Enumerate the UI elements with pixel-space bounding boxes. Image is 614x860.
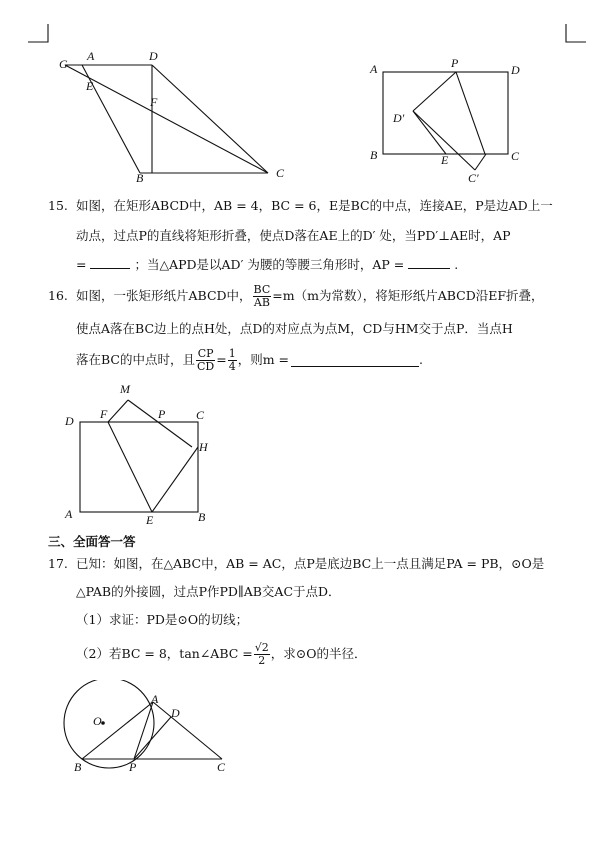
label-O: O	[93, 714, 102, 728]
q16-line-3-rest: ，则m =	[237, 352, 290, 367]
section-heading: 三、全面答一答	[48, 534, 136, 549]
q17-number: 17.	[48, 556, 68, 571]
q16-blank[interactable]	[291, 354, 419, 367]
frac-numerator: 1	[228, 346, 236, 360]
label-P: P	[158, 407, 166, 421]
label-H: H	[199, 440, 208, 454]
label-F: F	[150, 95, 158, 109]
figure-16	[60, 380, 220, 530]
label-F: F	[100, 407, 108, 421]
label-P: P	[451, 56, 459, 70]
label-B: B	[198, 510, 206, 524]
frac-numerator: BC	[253, 282, 271, 296]
label-B: B	[74, 760, 82, 774]
label-C: C	[511, 149, 520, 163]
label-D-prime: D′	[393, 111, 405, 125]
label-M: M	[120, 382, 130, 396]
label-D: D	[511, 63, 520, 77]
q16-fraction-one-quarter	[228, 348, 237, 373]
label-A: A	[87, 49, 95, 63]
label-A: A	[370, 62, 378, 76]
label-E: E	[441, 153, 449, 167]
label-G: G	[59, 57, 68, 71]
q17-part-1: （1）求证：PD是⊙O的切线；	[76, 612, 249, 627]
q16-period: .	[419, 352, 424, 367]
q16-line-3	[76, 344, 423, 376]
figure-14-left	[55, 45, 295, 190]
figure-14-right	[365, 55, 535, 190]
label-B: B	[370, 148, 378, 162]
q16-equals: =	[216, 352, 227, 367]
q15-eq: =	[76, 257, 87, 272]
q17-fraction-sqrt2-over-2	[254, 642, 270, 667]
label-C: C	[196, 408, 205, 422]
q16-line-1-text: 如图，一张矩形纸片ABCD中，	[76, 288, 252, 303]
q16-fraction-bc-ab	[253, 284, 272, 309]
q16-fraction-cp-cd	[196, 348, 215, 373]
q15-line-3-text: ；当△APD是以AD′ 为腰的等腰三角形时，AP =	[134, 257, 405, 272]
label-D: D	[65, 414, 74, 428]
q17-part-2-rest: ，求⊙O的半径．	[270, 646, 367, 661]
figure-17	[55, 680, 235, 780]
q15-blank-2[interactable]	[408, 256, 450, 269]
q15-number: 15.	[48, 198, 68, 213]
label-A: A	[65, 507, 73, 521]
frac-denominator: CD	[196, 359, 215, 373]
q15-line-1: 如图，在矩形ABCD中，AB = 4，BC = 6，E是BC的中点，连接AE，P是边AD上一	[76, 198, 553, 213]
q15-blank-1[interactable]	[90, 256, 130, 269]
label-C: C	[276, 166, 285, 180]
q15-line-2: 动点，过点P的直线将矩形折叠，使点D落在AE上的D′ 处，当PD′⊥AE时，AP	[76, 228, 511, 243]
frac-numerator: √2	[254, 640, 269, 654]
q17-part-2-text: （2）若BC = 8，tan∠ABC =	[76, 646, 253, 661]
q16-number: 16.	[48, 288, 68, 303]
q15-period: .	[454, 257, 459, 272]
label-P: P	[129, 760, 137, 774]
frac-numerator: CP	[197, 346, 214, 360]
q17-line-1: 已知：如图，在△ABC中，AB = AC，点P是底边BC上一点且满足PA = PB，⊙O是	[76, 556, 545, 571]
q16-line-3-text: 落在BC的中点时，且	[76, 352, 195, 367]
label-E: E	[146, 513, 154, 527]
q17-part-2	[76, 638, 367, 670]
q17-line-2: △PAB的外接圆，过点P作PD∥AB交AC于点D．	[76, 584, 341, 599]
frac-denominator: 2	[258, 653, 266, 667]
frac-denominator: AB	[253, 295, 270, 309]
label-D: D	[171, 706, 180, 720]
label-C-prime: C′	[468, 171, 479, 185]
q16-line-1-rest: =m（m为常数），将矩形纸片ABCD沿EF折叠，	[272, 288, 544, 303]
q15-line-3	[76, 256, 458, 273]
label-A: A	[151, 692, 159, 706]
label-B: B	[136, 171, 144, 185]
frac-denominator: 4	[228, 359, 236, 373]
label-E: E	[86, 79, 94, 93]
label-C: C	[217, 760, 226, 774]
q16-line-2: 使点A落在BC边上的点H处，点D的对应点为点M，CD与HM交于点P．当点H	[76, 321, 513, 336]
q16-line-1	[76, 281, 544, 311]
label-D: D	[149, 49, 158, 63]
